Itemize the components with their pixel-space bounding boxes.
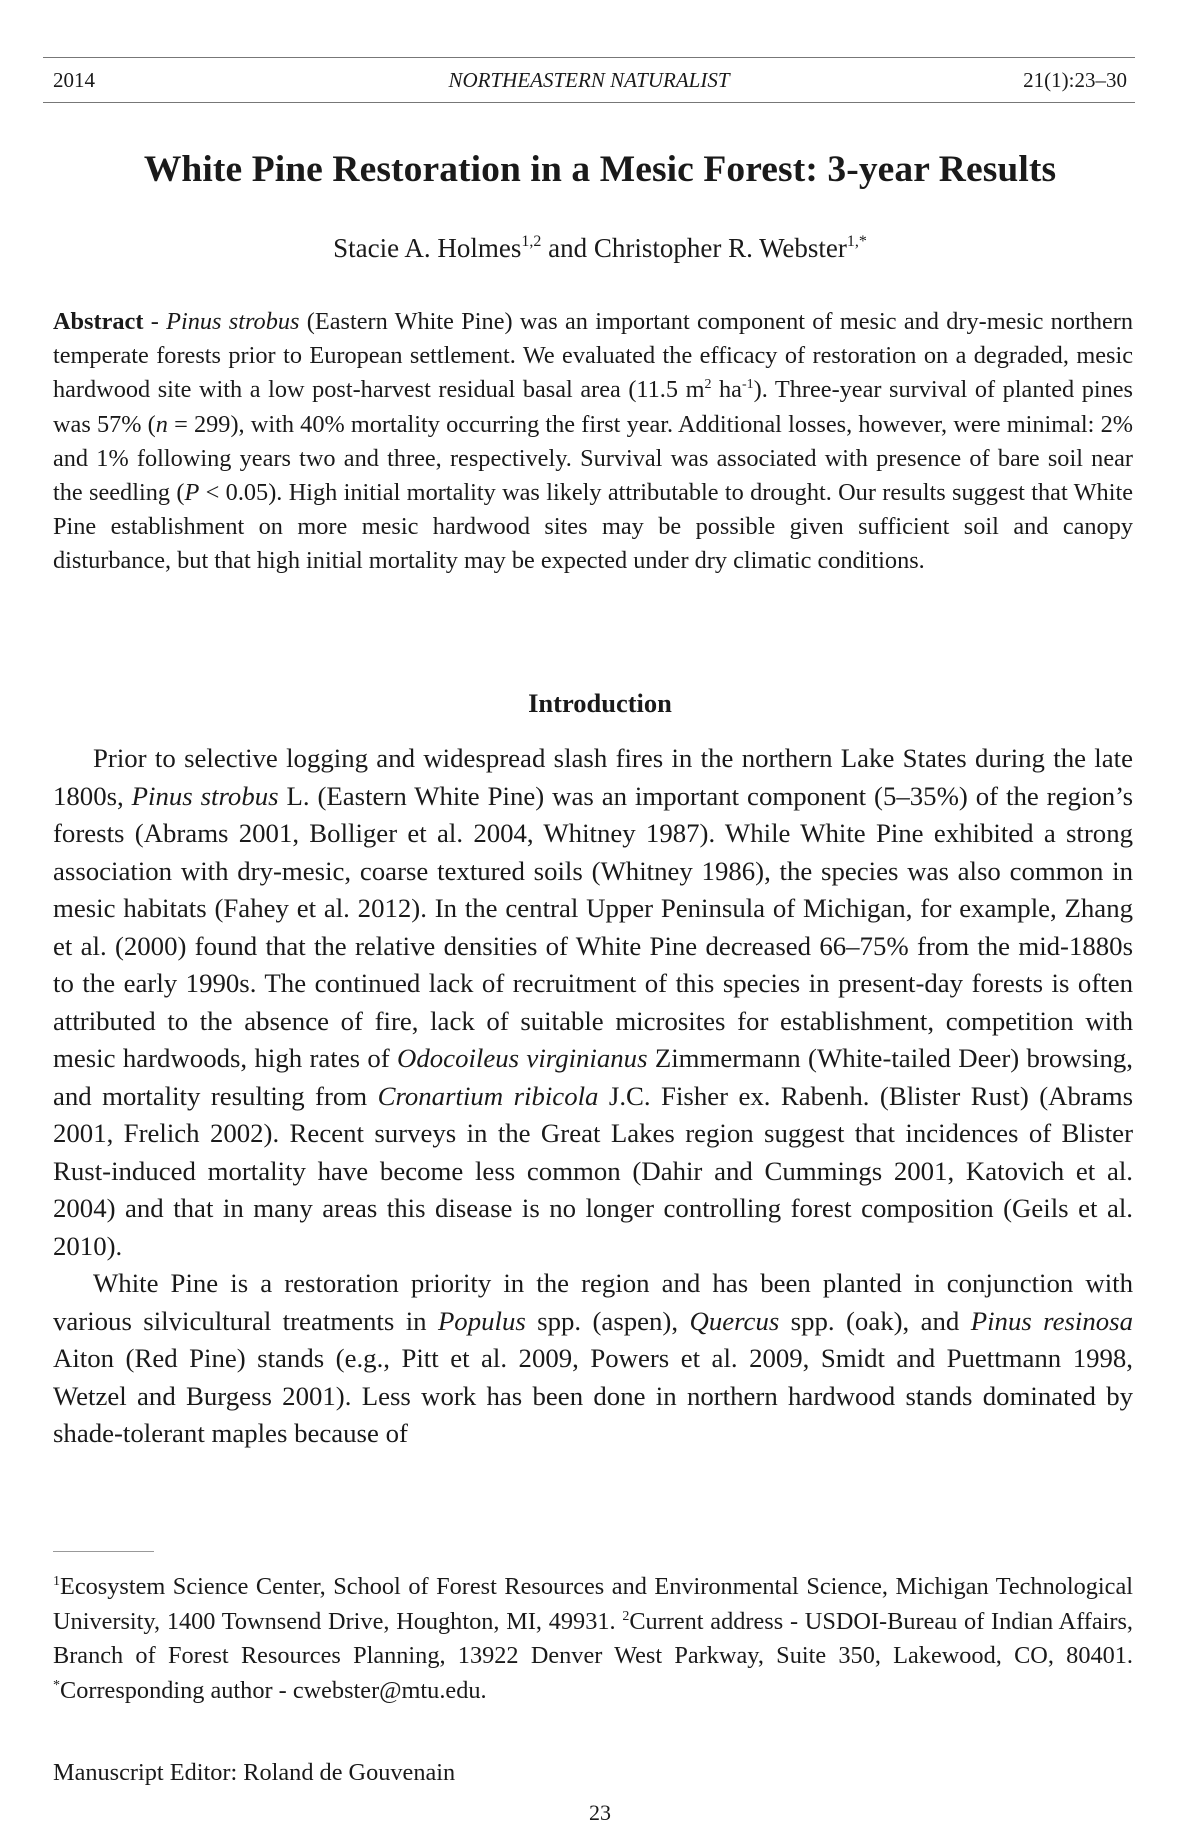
paragraph-text: Prior to selective logging and widespread slash fires in the northern Lake States during the late 1800s, (53, 743, 1133, 811)
superscript: 2 (704, 377, 712, 393)
paragraph-text: White Pine is a restoration priority in the region and has been planted in conjunction with various silvicultural treatments in (53, 1268, 1133, 1336)
footnote-divider (53, 1551, 154, 1552)
author-name: Christopher R. Webster (593, 233, 847, 263)
paragraph-text: spp. (aspen), (525, 1305, 690, 1336)
footnote-text: Current address - USDOI-Bureau of Indian Affairs, Branch of Forest Resources Planning, 13922 Denver West Parkway, Suite 350, Lakewood, CO, 80401. (53, 1607, 1133, 1669)
species-name: Pinus resinosa (970, 1305, 1133, 1336)
abstract-text: (Eastern White Pine) was an important component of mesic and dry-mesic northern temperate forests prior to European settlement. We evaluated the efficacy of restoration on a degraded, mesic hardwood site with a low post-harvest residual basal area (11.5 m (53, 308, 1133, 404)
math-variable: P (184, 479, 200, 507)
abstract-separator: - (143, 308, 167, 335)
abstract (53, 305, 1133, 579)
running-head (43, 57, 1135, 103)
species-name: Cronartium ribicola (377, 1080, 599, 1111)
running-head-journal: NORTHEASTERN NATURALIST (448, 68, 730, 92)
species-name: Populus (437, 1305, 526, 1336)
abstract-text: = 299), with 40% mortality occurring the first year. Additional losses, however, were minimal: 2% and 1% following years two and three, respectively. Survival was associated with presence of bare soil near the seedling ( (53, 410, 1133, 507)
superscript: -1 (741, 377, 754, 393)
math-variable: n (155, 410, 168, 438)
abstract-label: Abstract (53, 308, 144, 335)
abstract-text: ). Three-year survival of planted pines was 57% ( (53, 376, 1133, 438)
abstract-text: < 0.05). High initial mortality was likely attributable to drought. Our results suggest that White Pine establishment on more mesic hardwood sites may be possible given sufficient soil and canopy disturbance, but that high initial mortality may be expected under dry climatic conditions. (53, 479, 1133, 575)
footnote-text: Corresponding author - (60, 1676, 293, 1704)
running-head-volume: 21(1):23–30 (1023, 68, 1127, 92)
author-line (0, 233, 1200, 264)
author-affiliation-marker: 1,* (846, 233, 867, 250)
species-name: Quercus (689, 1305, 780, 1336)
paragraph-text: J.C. Fisher ex. Rabenh. (Blister Rust) (Abrams 2001, Frelich 2002). Recent surveys in the Great Lakes region suggest that incidences of Blister Rust-induced mortality have become less common (Dahir and Cummings 2001, Katovich et al. 2004) and that in many areas this disease is no longer controlling forest composition (Geils et al. 2010). (53, 1080, 1134, 1261)
species-name: Pinus strobus (131, 780, 279, 811)
footnote-marker: * (53, 1677, 60, 1693)
paragraph-text: Aiton (Red Pine) stands (e.g., Pitt et al. 2009, Powers et al. 2009, Smidt and Puettmann 1998, Wetzel and Burgess 2001). Less work has been done in northern hardwood stands dominated by shade-tolerant maples because of (53, 1343, 1133, 1448)
running-head-year: 2014 (53, 68, 95, 92)
author-affiliation-marker: 1,2 (521, 233, 542, 250)
author-conjunction: and (541, 233, 594, 263)
page-number: 23 (589, 1800, 611, 1825)
species-name: Pinus strobus (166, 308, 300, 335)
abstract-text: ha (711, 376, 742, 404)
paper-title: White Pine Restoration in a Mesic Forest: 3-year Results (143, 149, 1057, 190)
introduction-body (53, 740, 1133, 1453)
paragraph-text: spp. (oak), and (779, 1305, 971, 1336)
paragraph (53, 1265, 1133, 1453)
manuscript-editor: Manuscript Editor: Roland de Gouvenain (53, 1759, 456, 1786)
footnote-text: Ecosystem Science Center, School of Forest Resources and Environmental Science, Michigan Technological University, 1400 Townsend Drive, Houghton, MI, 49931. (53, 1573, 1133, 1635)
footnote-text: . (480, 1676, 487, 1704)
corresponding-email[interactable]: cwebster@mtu.edu (292, 1676, 481, 1704)
footnote-marker: 1 (53, 1574, 60, 1589)
paragraph-text: Zimmermann (White-tailed Deer) browsing, and mortality resulting from (53, 1043, 1133, 1111)
section-heading-introduction: Introduction (528, 688, 672, 718)
footnotes (53, 1570, 1133, 1708)
species-name: Odocoileus virginianus (397, 1043, 648, 1073)
paragraph-text: L. (Eastern White Pine) was an important component (5–35%) of the region’s forests (Abrams 2001, Bolliger et al. 2004, Whitney 1987). While White Pine exhibited a strong association with dry-mesic, coarse textured soils (Whitney 1986), the species was also common in mesic habitats (Fahey et al. 2012). In the central Upper Peninsula of Michigan, for example, Zhang et al. (2000) found that the relative densities of White Pine decreased 66–75% from the mid-1880s to the early 1990s. The continued lack of recruitment of this species in present-day forests is often attributed to the absence of fire, lack of suitable microsites for establishment, competition with mesic hardwoods, high rates of (53, 780, 1134, 1073)
author-name: Stacie A. Holmes (333, 233, 522, 263)
paragraph (53, 740, 1133, 1265)
footnote-marker: 2 (622, 1608, 630, 1624)
